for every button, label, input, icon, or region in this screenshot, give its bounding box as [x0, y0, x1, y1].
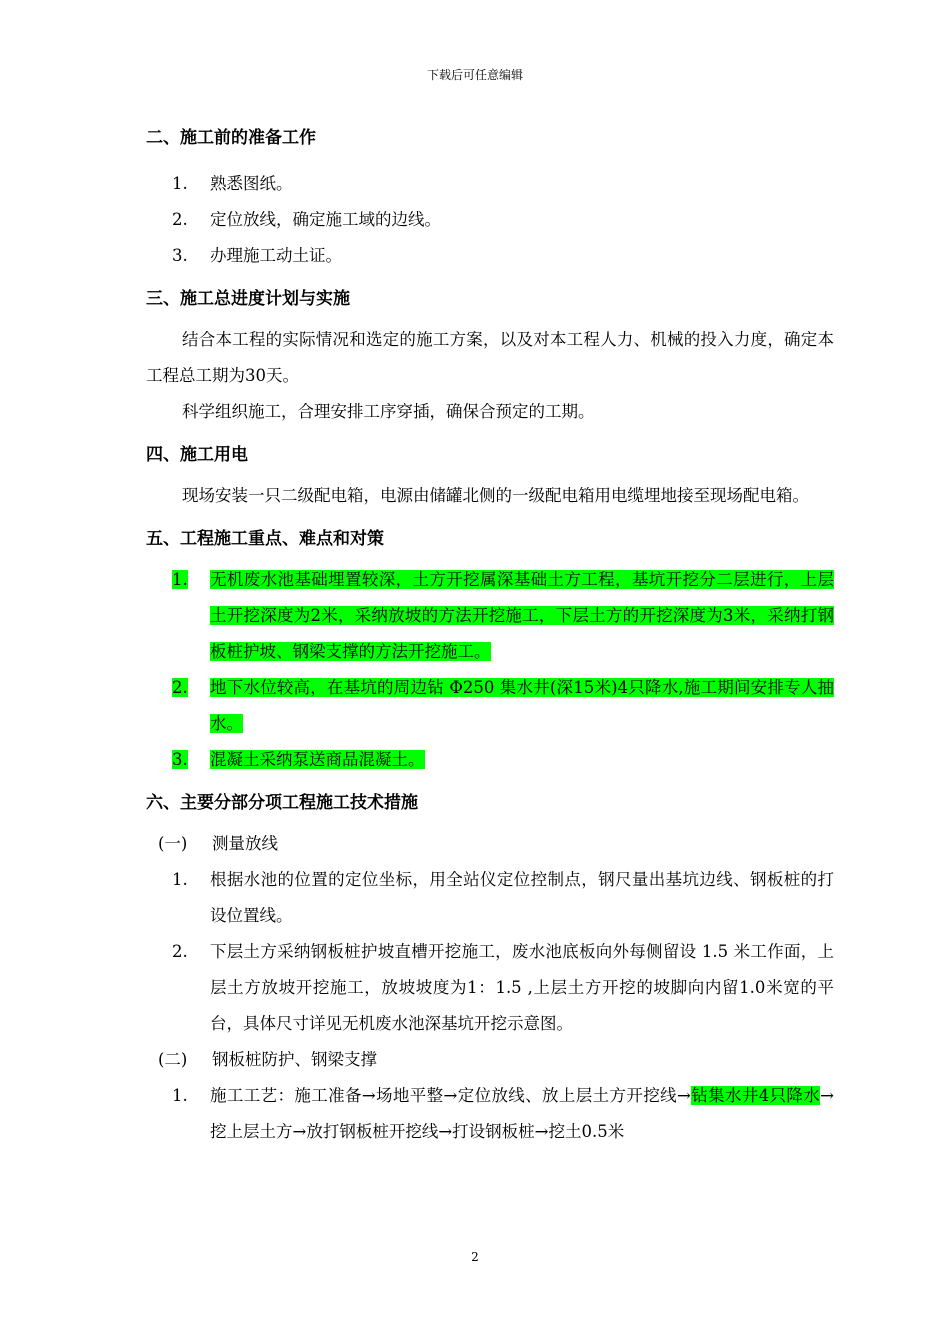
highlighted-text: 混凝土采纳泵送商品混凝土。 [210, 750, 425, 769]
list-item [146, 202, 834, 238]
heading-preparation: 二、施工前的准备工作 [146, 128, 316, 148]
list-text [210, 670, 834, 742]
heading-key-points: 五、工程施工重点、难点和对策 [146, 529, 384, 549]
list-number: 1. [172, 570, 188, 589]
list-item [146, 934, 834, 1042]
list-text: 根据水池的位置的定位坐标，用全站仪定位控制点，钢尺量出基坑边线、钢板桩的打设位置线。 [210, 870, 834, 925]
list-number: 2. [172, 942, 188, 961]
heading-technical-measures: 六、主要分部分项工程施工技术措施 [146, 793, 418, 813]
list-text: 熟悉图纸。 [210, 174, 293, 193]
highlighted-text: 地下水位较高，在基坑的周边钻 Φ250 集水井(深15米)4只降水,施工期间安排专人抽水。 [210, 678, 834, 733]
list-number: 1. [172, 174, 188, 193]
list-item [146, 670, 834, 742]
document-body [146, 121, 834, 1150]
list-item [146, 742, 834, 778]
list-item [146, 1078, 834, 1150]
subsection-title: 测量放线 [212, 834, 278, 853]
highlighted-text: 无机废水池基础埋置较深，土方开挖属深基础土方工程，基坑开挖分二层进行，上层土开挖深度为2米，采纳放坡的方法开挖施工，下层土方的开挖深度为3米，采纳打钢板桩护坡、钢梁支撑的方法开挖施工。 [210, 570, 834, 661]
paragraph: 现场安装一只二级配电箱，电源由储罐北侧的一级配电箱用电缆埋地接至现场配电箱。 [182, 486, 809, 505]
list-number: 1. [172, 870, 188, 889]
list-item [146, 562, 834, 670]
list-number: 2. [172, 210, 188, 229]
list-text: 定位放线，确定施工域的边线。 [210, 210, 441, 229]
highlighted-text: 钻集水井4只降水 [690, 1086, 821, 1105]
list-text [210, 742, 834, 778]
list-text: 办理施工动土证。 [210, 246, 342, 265]
list-number: 3. [172, 246, 188, 265]
list-item [146, 238, 834, 274]
heading-schedule: 三、施工总进度计划与实施 [146, 289, 350, 309]
list-item [146, 166, 834, 202]
list-number: 1. [172, 1086, 188, 1105]
heading-electricity: 四、施工用电 [146, 445, 248, 465]
list-text: 施工工艺：施工准备→场地平整→定位放线、放上层土方开挖线→钻集水井4只降水→挖上层土方→放打钢板桩开挖线→打设钢板桩→挖土0.5米 [210, 1086, 834, 1141]
page-number: 2 [471, 1250, 479, 1264]
subsection-label: (一) [158, 834, 188, 853]
list-text: 下层土方采纳钢板桩护坡直槽开挖施工，废水池底板向外每侧留设 1.5 米工作面，上层土方放坡开挖施工，放坡坡度为1：1.5 ,上层土方开挖的坡脚向内留1.0米宽的平台，具体尺寸详见无机废水池深基坑开挖示意图。 [210, 942, 834, 1033]
list-item [146, 862, 834, 934]
paragraph: 结合本工程的实际情况和选定的施工方案，以及对本工程人力、机械的投入力度，确定本工程总工期为30天。 [146, 330, 834, 385]
subsection-survey [146, 826, 834, 862]
list-text [210, 562, 834, 670]
list-number: 2. [172, 678, 188, 697]
paragraph: 科学组织施工，合理安排工序穿插，确保合预定的工期。 [182, 402, 595, 421]
subsection-label: (二) [158, 1050, 188, 1069]
page-header: 下载后可任意编辑 [426, 68, 523, 82]
subsection-sheet-pile [146, 1042, 834, 1078]
list-number: 3. [172, 750, 188, 769]
subsection-title: 钢板桩防护、钢梁支撑 [212, 1050, 377, 1069]
